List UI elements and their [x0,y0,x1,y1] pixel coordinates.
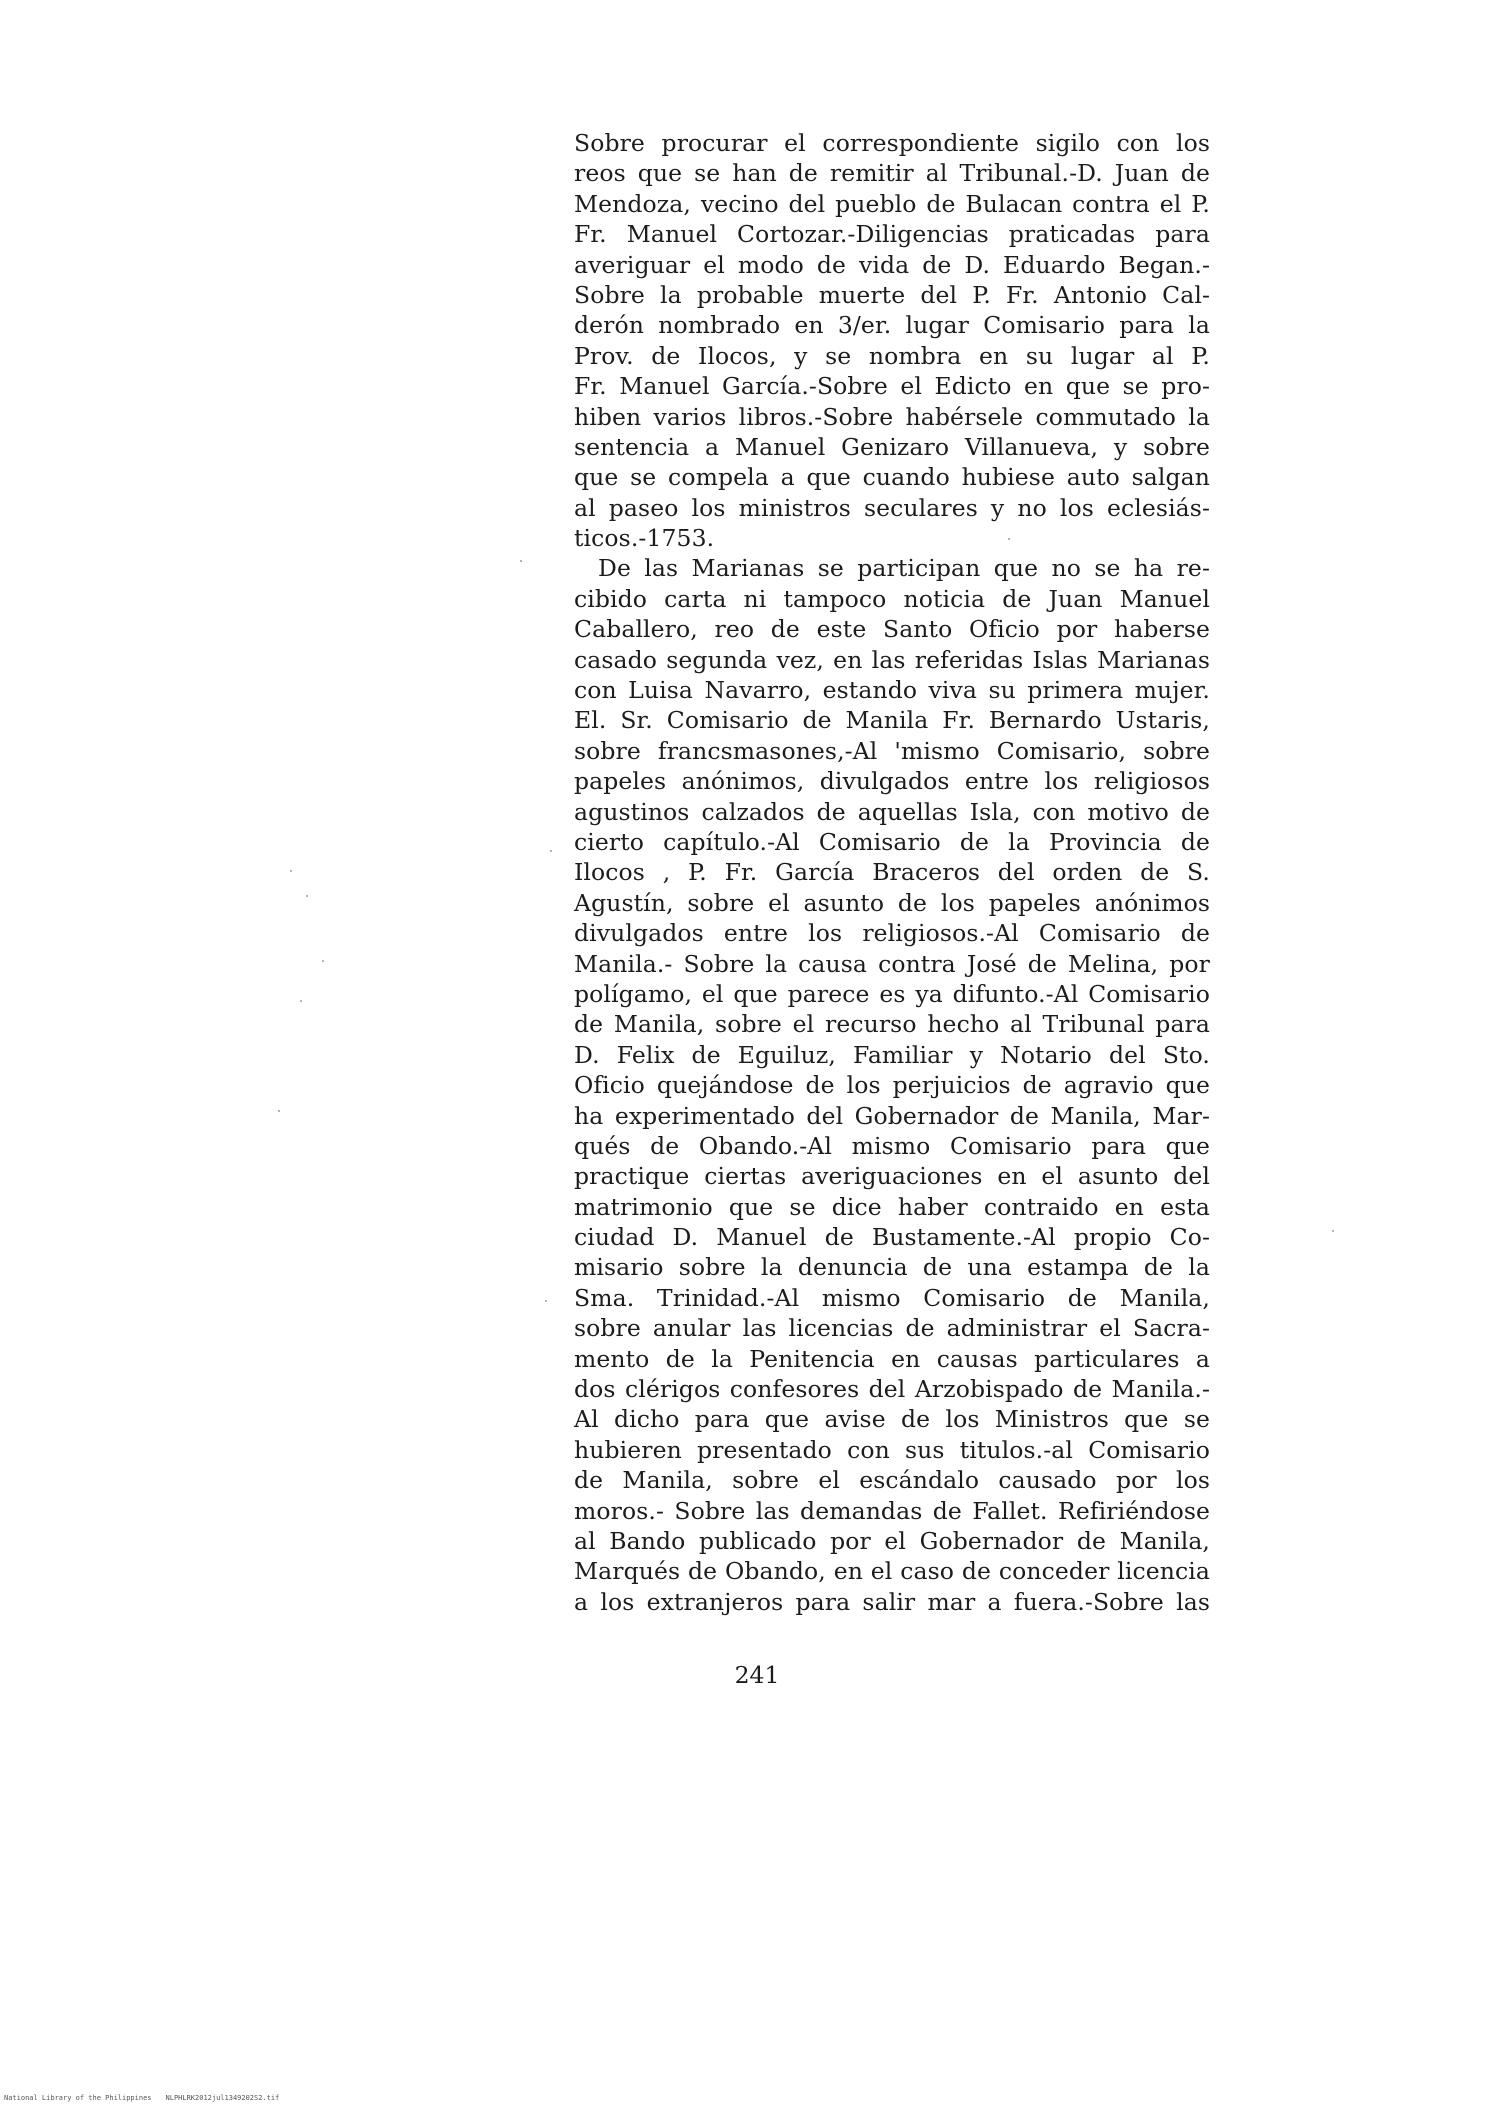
body-text [574,128,1210,1617]
text-line: D. Felix de Eguiluz, Familiar y Notario del Sto. [574,1040,1210,1069]
text-line: de Manila, sobre el escándalo causado por los [574,1466,1210,1495]
text-line: reos que se han de remitir al Tribunal.-D. Juan de [574,159,1210,188]
scan-speck [300,1000,302,1002]
text-line: mento de la Penitencia en causas particulares a [574,1344,1210,1373]
text-line: averiguar el modo de vida de D. Eduardo Began.- [574,250,1210,279]
text-line: practique ciertas averiguaciones en el asunto del [574,1162,1210,1191]
text-line: sentencia a Manuel Genizaro Villanueva, y sobre [574,432,1210,461]
scan-speck [550,850,552,852]
text-line: que se compela a que cuando hubiese auto salgan [574,463,1210,492]
text-line: Fr. Manuel Cortozar.-Diligencias praticadas para [574,220,1210,249]
text-line: Sobre la probable muerte del P. Fr. Antonio Cal- [574,280,1210,309]
scan-speck [290,870,292,872]
text-line: polígamo, el que parece es ya difunto.-Al Comisario [574,979,1210,1008]
scan-speck [1332,1230,1334,1232]
text-line: ha experimentado del Gobernador de Manila, Mar- [574,1101,1210,1130]
credit-left: National Library of the Philippines [4,2094,152,2102]
scan-speck [520,560,522,562]
text-line: Mendoza, vecino del pueblo de Bulacan contra el P. [574,189,1210,218]
text-line: hiben varios libros.-Sobre habérsele commutado la [574,402,1210,431]
text-line: casado segunda vez, en las referidas Islas Marianas [574,645,1210,674]
text-line: Prov. de Ilocos, y se nombra en su lugar al P. [574,341,1210,370]
text-line: cierto capítulo.-Al Comisario de la Provincia de [574,827,1210,856]
credit-right: NLPHLRK2012jul1349202S2.tif [165,2094,280,2102]
text-line: Marqués de Obando, en el caso de conceder licencia [574,1557,1210,1586]
text-line: sobre francsmasones,-Al 'mismo Comisario, sobre [574,736,1210,765]
text-line: derón nombrado en 3/er. lugar Comisario para la [574,311,1210,340]
text-line: Sobre procurar el correspondiente sigilo con los [574,129,1210,157]
text-line: El. Sr. Comisario de Manila Fr. Bernardo Ustaris, [574,706,1210,735]
scan-speck [545,1300,547,1302]
scan-speck [306,895,308,897]
text-line: de Manila, sobre el recurso hecho al Tribunal para [574,1010,1210,1039]
text-line: De las Marianas se participan que no se ha re- [598,554,1210,583]
text-line: sobre anular las licencias de administrar el Sacra- [574,1314,1210,1343]
text-line: hubieren presentado con sus titulos.-al Comisario [574,1435,1210,1464]
text-line: al Bando publicado por el Gobernador de Manila, [574,1526,1210,1555]
text-line: dos clérigos confesores del Arzobispado de Manila.- [574,1375,1210,1404]
paragraph-2 [574,553,1210,1617]
text-line: Sma. Trinidad.-Al mismo Comisario de Manila, [574,1283,1210,1312]
text-line: con Luisa Navarro, estando viva su primera mujer. [574,676,1210,705]
text-line: a los extranjeros para salir mar a fuera.-Sobre las [574,1587,1210,1616]
text-line: Al dicho para que avise de los Ministros que se [574,1405,1210,1434]
text-line: qués de Obando.-Al mismo Comisario para que [574,1131,1210,1160]
scan-speck [278,1110,280,1112]
paragraph-1 [574,128,1210,553]
scan-speck [1008,538,1010,540]
text-line: ticos.-1753. [574,524,715,553]
text-line: divulgados entre los religiosos.-Al Comisario de [574,919,1210,948]
text-line: al paseo los ministros seculares y no los eclesiás- [574,493,1210,522]
text-line: Fr. Manuel García.-Sobre el Edicto en que se pro- [574,372,1210,401]
text-line: Ilocos , P. Fr. García Braceros del orden de S. [574,858,1210,887]
text-line: Agustín, sobre el asunto de los papeles anónimos [574,888,1210,917]
text-line: agustinos calzados de aquellas Isla, con motivo de [574,797,1210,826]
page-number: 241 [734,1661,780,1689]
text-line: Manila.- Sobre la causa contra José de Melina, por [574,949,1210,978]
text-line: ciudad D. Manuel de Bustamente.-Al propio Co- [574,1223,1210,1252]
text-line: Oficio quejándose de los perjuicios de agravio que [574,1071,1210,1100]
scan-credit [4,2094,279,2103]
text-line: Caballero, reo de este Santo Oficio por haberse [574,615,1210,644]
text-line: matrimonio que se dice haber contraido en esta [574,1192,1210,1221]
text-line: moros.- Sobre las demandas de Fallet. Refiriéndose [574,1496,1210,1525]
text-line: cibido carta ni tampoco noticia de Juan Manuel [574,584,1210,613]
scan-speck [322,960,324,962]
text-line: misario sobre la denuncia de una estampa de la [574,1253,1210,1282]
text-line: papeles anónimos, divulgados entre los religiosos [574,767,1210,796]
